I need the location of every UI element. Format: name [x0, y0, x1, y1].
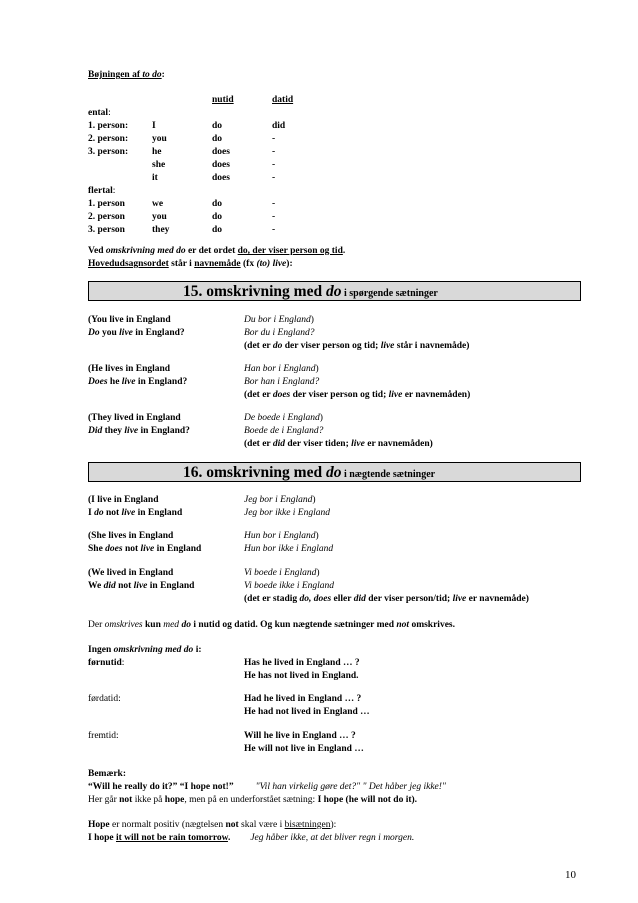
section-16-title: 16. omskrivning med do i nægtende sætninger [183, 464, 436, 481]
bemaerk-explanation: Her går not ikke på hope, men på en underforstået sætning: I hope (he will not do it). [88, 795, 418, 805]
row-pronoun: you [152, 212, 167, 222]
section-16-banner [88, 462, 581, 482]
row-past: - [272, 160, 276, 170]
header-nutid: nutid [212, 95, 234, 105]
row-present: does [212, 160, 230, 170]
row-past: - [272, 147, 276, 157]
title-verb: to do [142, 70, 162, 80]
row-label: 3. person [88, 225, 125, 235]
row-present: do [212, 199, 223, 209]
conjugation-title [88, 70, 165, 81]
bemaerk-quote: “Will he really do it?” “I hope not!” "Vil han virkelig gøre det?" " Det håber jeg ikke!" [88, 782, 446, 792]
row-present: do [212, 225, 223, 235]
section-15-title: 15. omskrivning med do i spørgende sætninger [183, 283, 438, 300]
hope-rule: Hope er normalt positiv (nægtelsen not skal være i bisætningen): [88, 820, 337, 830]
row-pronoun: you [152, 134, 167, 144]
header-datid: datid [272, 95, 294, 105]
note-omskrivning: Ved omskrivning med do er det ordet do, der viser person og tid. [88, 246, 346, 256]
rule-omskrives: Der omskrives kun med do i nutid og datid. Og kun nægtende sætninger med not omskrives. [88, 620, 455, 630]
row-label: 1. person: [88, 121, 129, 131]
page-number: 10 [565, 869, 576, 881]
row-past: - [272, 199, 276, 209]
row-present: do [212, 121, 223, 131]
hope-example: I hope it will not be rain tomorrow. Jeg håber ikke, at det bliver regn i morgen. [88, 833, 415, 843]
row-pronoun: they [152, 225, 170, 235]
row-pronoun: I [152, 121, 156, 131]
row-past: - [272, 212, 276, 222]
bemaerk-heading: Bemærk: [88, 769, 126, 779]
note-hovedudsagnsord: Hovedudsagnsordet står i navnemåde (fx (to) live): [88, 259, 293, 269]
row-present: do [212, 134, 223, 144]
row-label: 2. person: [88, 134, 129, 144]
row-past: did [272, 121, 286, 131]
row-pronoun: he [152, 147, 162, 157]
flertal-colon: : [112, 186, 116, 196]
title-suffix: : [161, 70, 165, 80]
row-past: - [272, 225, 276, 235]
row-pronoun: she [152, 160, 166, 170]
ental-colon: : [108, 108, 111, 118]
ental-text: ental [88, 108, 109, 118]
row-past: - [272, 173, 276, 183]
row-present: do [212, 212, 223, 222]
section-15-banner [88, 281, 581, 301]
label-ental [88, 108, 111, 119]
row-past: - [272, 134, 276, 144]
row-pronoun: we [152, 199, 164, 209]
row-pronoun: it [152, 173, 158, 183]
label-flertal [88, 186, 115, 197]
row-label: 1. person [88, 199, 125, 209]
row-label: 3. person: [88, 147, 129, 157]
ingen-heading: Ingen omskrivning med do i: [88, 645, 202, 655]
row-label: 2. person [88, 212, 125, 222]
row-present: does [212, 147, 230, 157]
flertal-text: flertal [88, 186, 113, 196]
row-present: does [212, 173, 230, 183]
title-prefix: Bøjningen af [88, 70, 143, 80]
